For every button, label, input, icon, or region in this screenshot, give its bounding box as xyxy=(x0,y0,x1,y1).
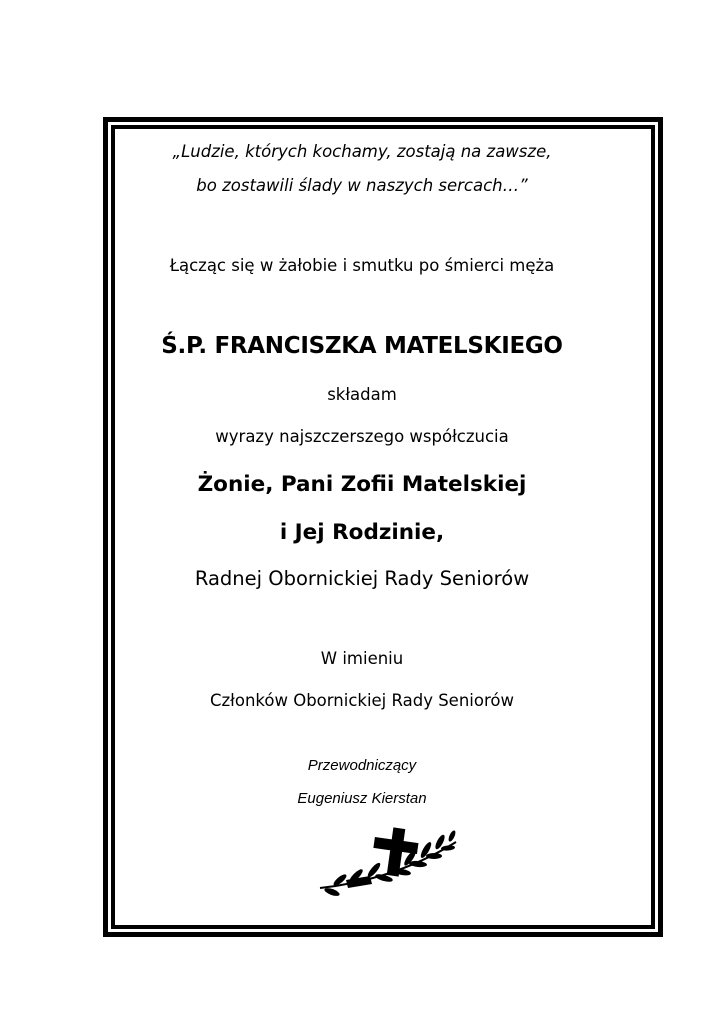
quote-line-2: bo zostawili ślady w naszych sercach…” xyxy=(196,176,528,195)
on-behalf-line-1: W imieniu xyxy=(320,649,404,668)
signature-role: Przewodniczący xyxy=(307,757,417,774)
condolences-text: wyrazy najszczerszego współczucia xyxy=(215,427,509,446)
on-behalf-line-2: Członków Obornickiej Rady Seniorów xyxy=(210,691,514,710)
intro-text: Łącząc się w żałobie i smutku po śmierci męża xyxy=(169,256,555,275)
recipient-line-2: i Jej Rodzinie, xyxy=(279,520,445,545)
recipient-line-1: Żonie, Pani Zofii Matelskiej xyxy=(197,472,527,497)
deceased-name: Ś.P. FRANCISZKA MATELSKIEGO xyxy=(161,333,563,359)
verb-text: składam xyxy=(327,385,397,404)
recipient-line-3: Radnej Obornickiej Rady Seniorów xyxy=(194,567,530,590)
signature-name: Eugeniusz Kierstan xyxy=(297,790,427,807)
quote-line-1: „Ludzie, których kochamy, zostają na zawsze, xyxy=(172,142,552,161)
cross-with-laurel-branch-icon xyxy=(318,826,458,896)
